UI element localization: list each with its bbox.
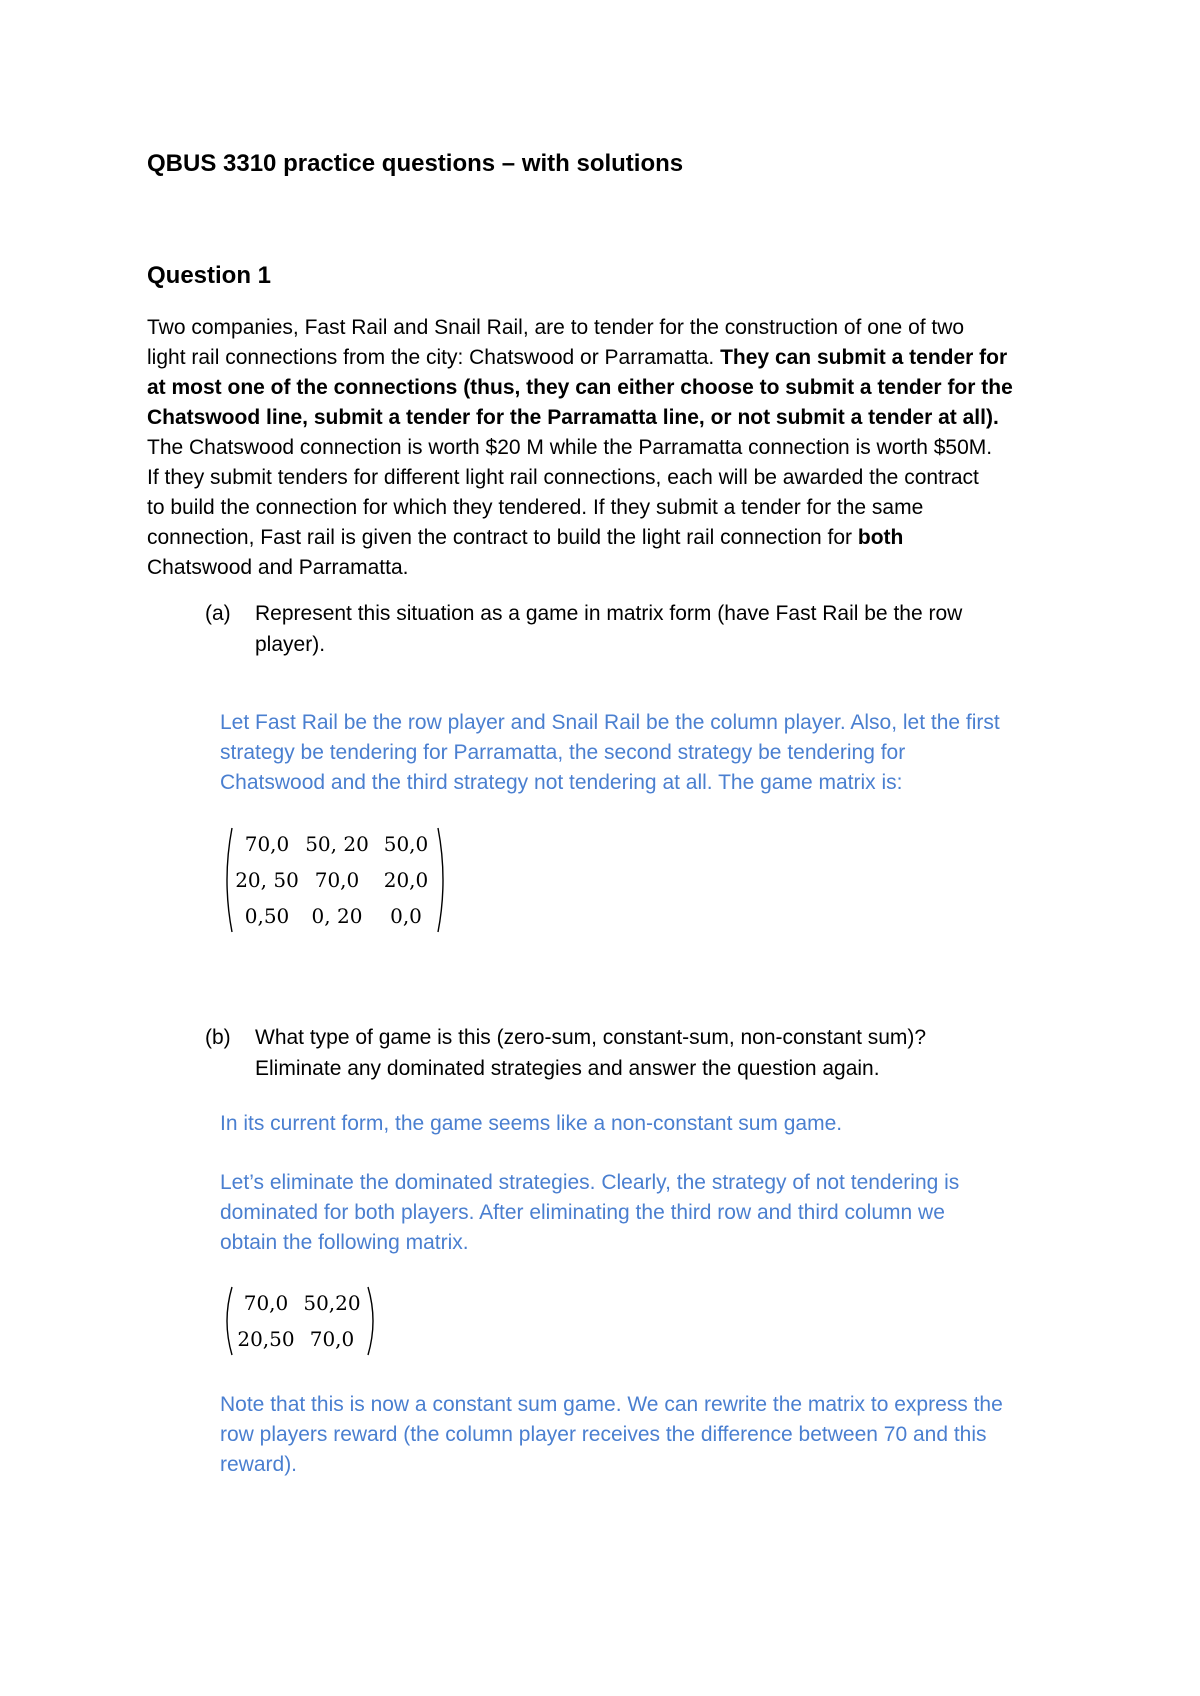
question-1-heading: Question 1	[147, 262, 272, 289]
matrix-row	[234, 898, 438, 934]
intro-line	[147, 403, 1077, 433]
matrix-left-bracket	[220, 1285, 234, 1357]
answer-line: reward).	[220, 1453, 298, 1476]
intro-line	[147, 553, 1077, 583]
matrix-cell: 0, 20	[311, 904, 363, 928]
intro-text: The Chatswood connection is worth $20 M while the Parramatta connection is worth $50M.	[147, 436, 993, 459]
intro-text: light rail connections from the city: Chatswood or Parramatta.	[147, 346, 721, 369]
intro-line	[147, 523, 1077, 553]
matrix-cell: 0,0	[390, 904, 422, 928]
answer-line: strategy be tendering for Parramatta, the second strategy be tendering for	[220, 741, 906, 764]
matrix-cell: 50,0	[383, 832, 429, 856]
intro-text: If they submit tenders for different light rail connections, each will be awarded the contract	[147, 466, 979, 489]
answer-line: dominated for both players. After eliminating the third row and third column we	[220, 1201, 945, 1224]
part-a-line: player).	[255, 633, 326, 656]
game-matrix-3x3	[220, 826, 450, 934]
part-b-line: What type of game is this (zero-sum, constant-sum, non-constant sum)?	[255, 1026, 927, 1049]
intro-bold-text: at most one of the connections (thus, they can either choose to submit a tender for the	[147, 376, 1013, 399]
matrix-3x3-table	[234, 826, 438, 934]
part-b-answer-1	[220, 1109, 1100, 1139]
answer-line: obtain the following matrix.	[220, 1231, 469, 1254]
intro-text: Chatswood and Parramatta.	[147, 556, 409, 579]
intro-line	[147, 463, 1077, 493]
matrix-row	[234, 862, 438, 898]
matrix-left-bracket	[220, 826, 234, 934]
answer-line: Let’s eliminate the dominated strategies. Clearly, the strategy of not tendering is	[220, 1171, 960, 1194]
matrix-row	[234, 1285, 366, 1321]
intro-line	[147, 373, 1077, 403]
intro-line	[147, 313, 1077, 343]
answer-line: row players reward (the column player receives the difference between 70 and this	[220, 1423, 987, 1446]
matrix-cell: 50,20	[303, 1291, 361, 1315]
matrix-cell: 20,0	[383, 868, 429, 892]
game-matrix-2x2	[220, 1285, 380, 1357]
matrix-row	[234, 826, 438, 862]
answer-line: In its current form, the game seems like a non-constant sum game.	[220, 1112, 843, 1135]
matrix-cell: 70,0	[314, 868, 360, 892]
intro-bold-text: Chatswood line, submit a tender for the Parramatta line, or not submit a tender at all).	[147, 406, 999, 429]
part-a-line: Represent this situation as a game in matrix form (have Fast Rail be the row	[255, 602, 963, 625]
question-1-intro	[147, 313, 1077, 583]
matrix-right-bracket	[366, 1285, 380, 1357]
intro-text: connection, Fast rail is given the contract to build the light rail connection for	[147, 526, 858, 549]
matrix-2x2-table	[234, 1285, 366, 1357]
part-b-line: Eliminate any dominated strategies and answer the question again.	[255, 1057, 880, 1080]
matrix-cell: 20,50	[237, 1327, 295, 1351]
part-b-answer-2	[220, 1168, 1100, 1258]
matrix-cell: 0,50	[244, 904, 290, 928]
matrix-cell: 70,0	[243, 1291, 289, 1315]
part-a-answer	[220, 708, 1100, 798]
matrix-cell: 50, 20	[305, 832, 369, 856]
part-b-answer-3	[220, 1390, 1100, 1480]
intro-text: Two companies, Fast Rail and Snail Rail, are to tender for the construction of one of two	[147, 316, 965, 339]
matrix-cell: 20, 50	[235, 868, 299, 892]
matrix-row	[234, 1321, 366, 1357]
part-b-question	[205, 1022, 1085, 1084]
part-b-label: (b)	[205, 1026, 231, 1049]
answer-line: Chatswood and the third strategy not tendering at all. The game matrix is:	[220, 771, 903, 794]
part-a-label: (a)	[205, 602, 231, 625]
answer-line: Let Fast Rail be the row player and Snail Rail be the column player. Also, let the first	[220, 711, 1000, 734]
matrix-cell: 70,0	[244, 832, 290, 856]
answer-line: Note that this is now a constant sum game. We can rewrite the matrix to express the	[220, 1393, 1003, 1416]
intro-line	[147, 433, 1077, 463]
intro-line	[147, 343, 1077, 373]
document-title: QBUS 3310 practice questions – with solutions	[147, 150, 684, 177]
intro-line	[147, 493, 1077, 523]
matrix-right-bracket	[436, 826, 450, 934]
intro-bold-text: both	[857, 526, 904, 549]
intro-bold-text: They can submit a tender for	[720, 346, 1008, 369]
part-a-question	[205, 598, 1085, 660]
intro-text: to build the connection for which they tendered. If they submit a tender for the same	[147, 496, 924, 519]
matrix-cell: 70,0	[309, 1327, 355, 1351]
